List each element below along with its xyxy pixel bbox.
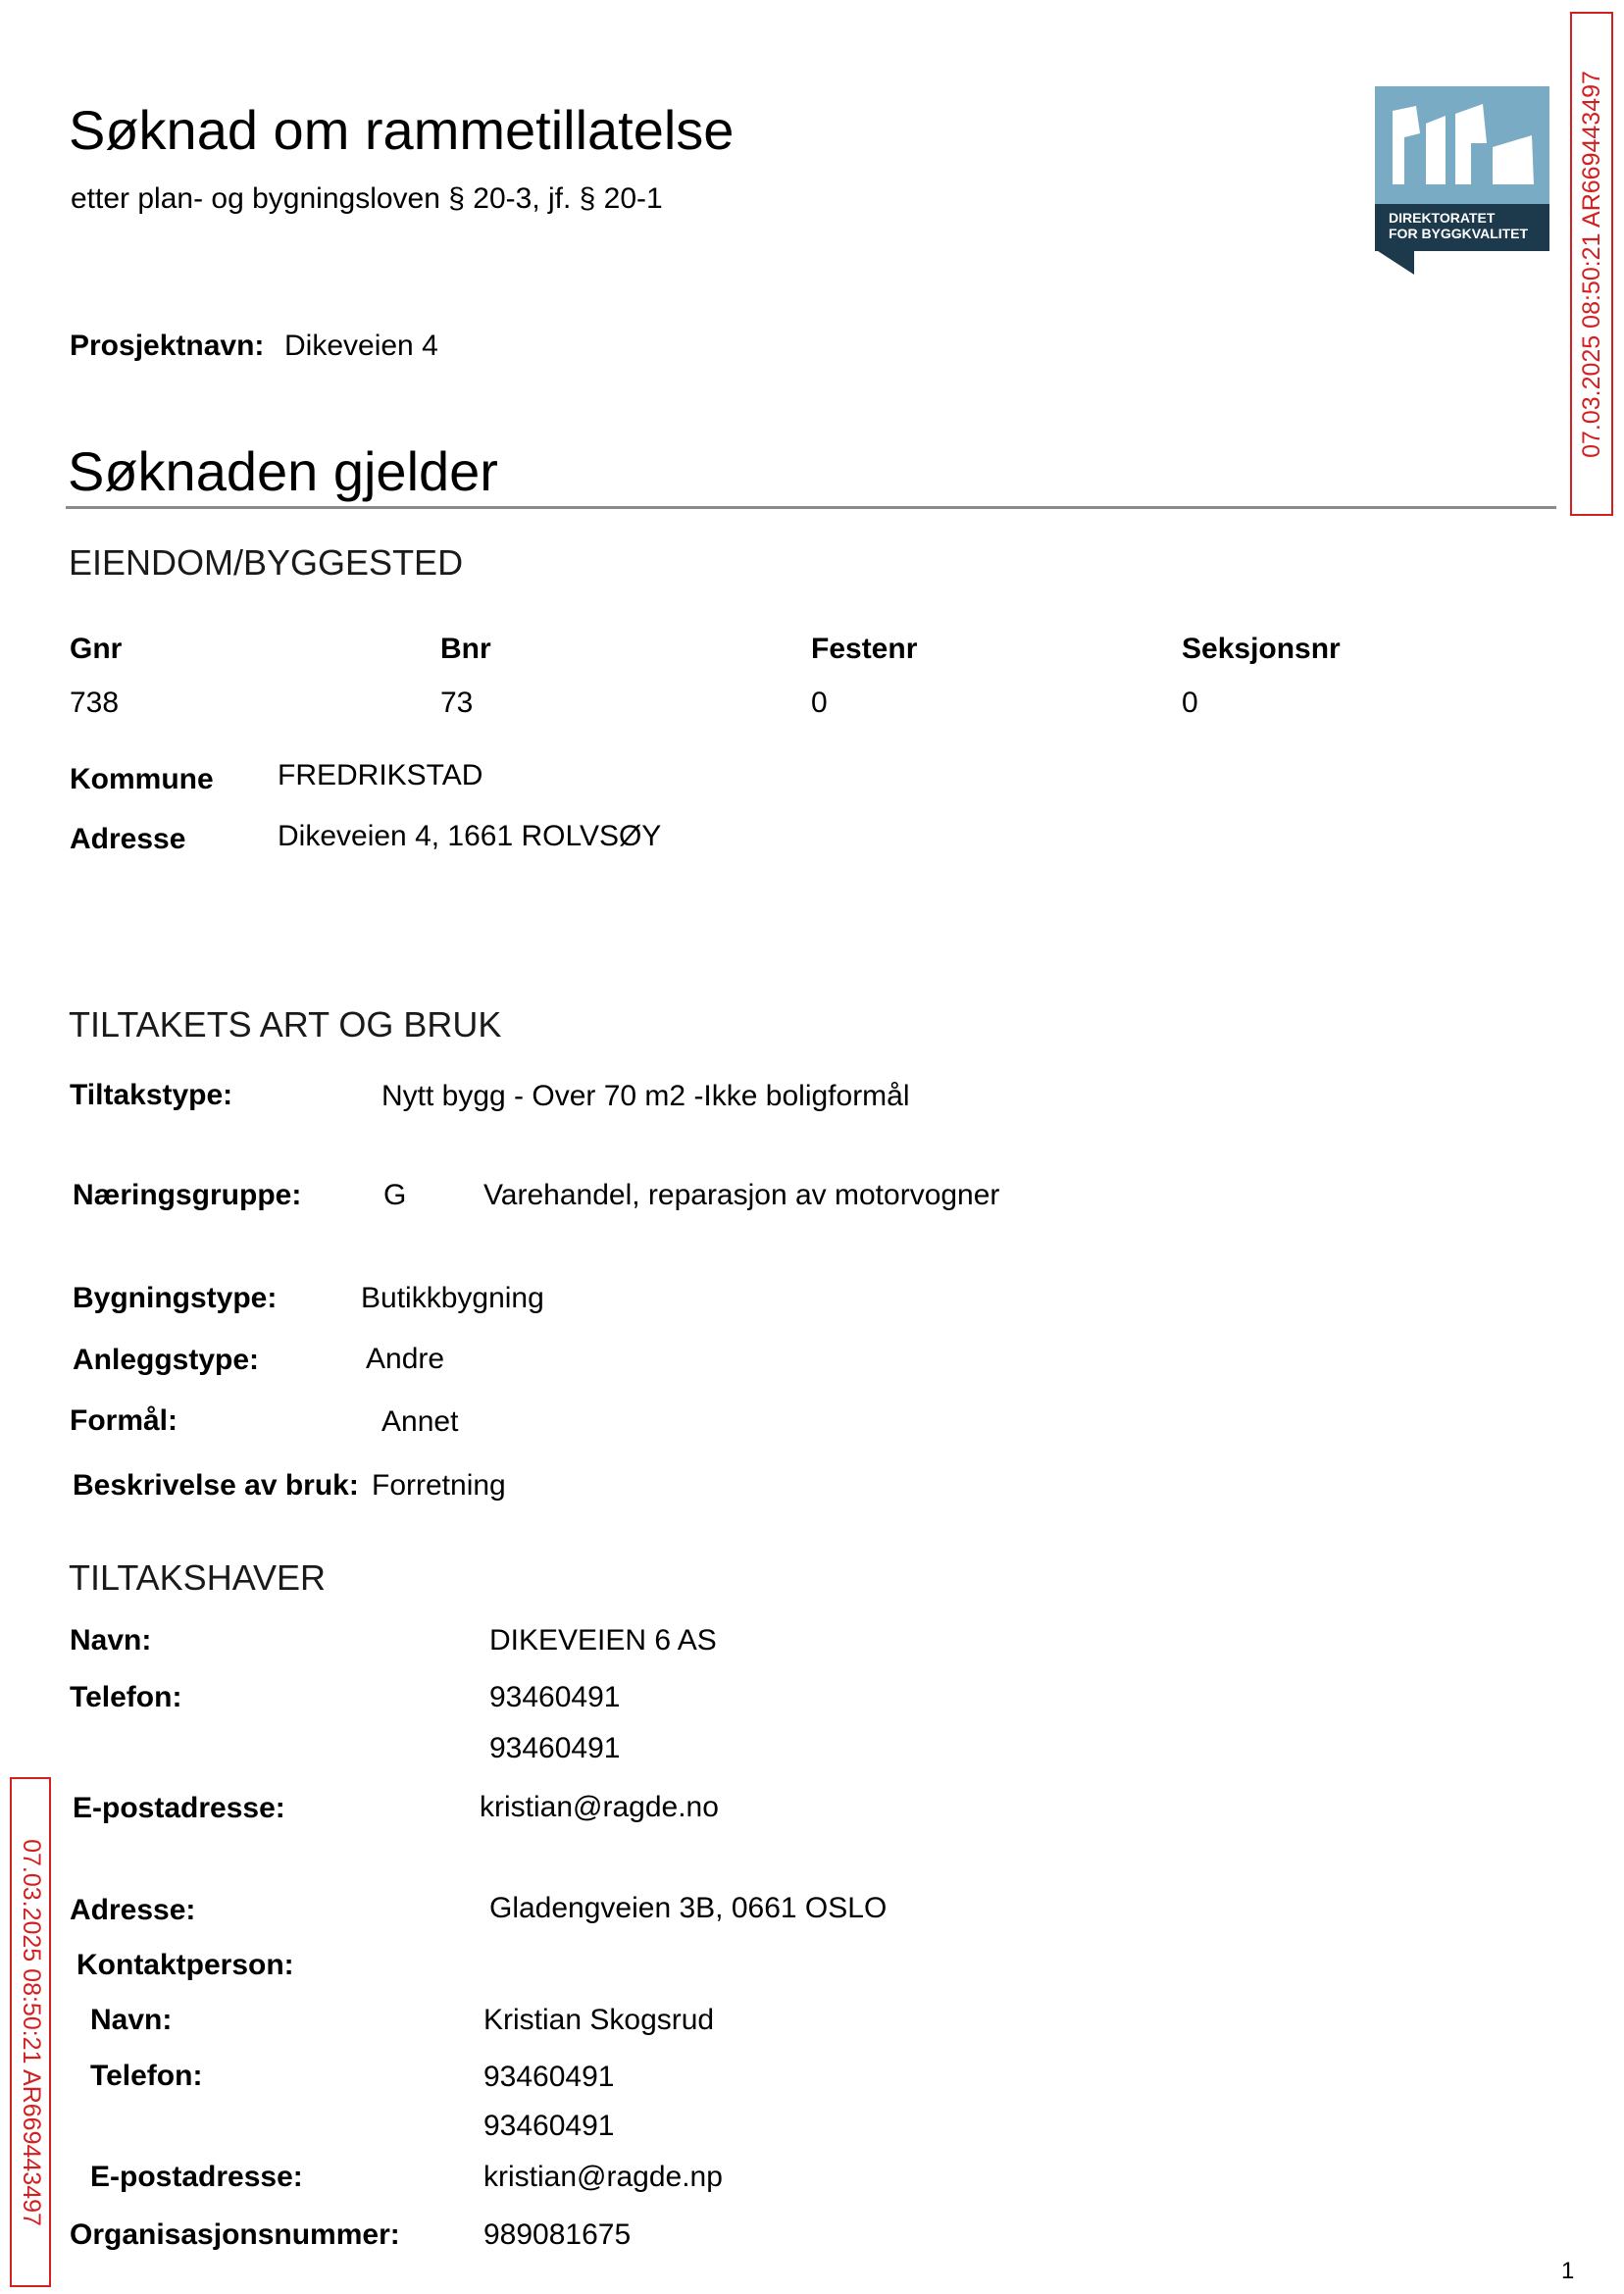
naeringsgruppe-label: Næringsgruppe: — [73, 1179, 302, 1211]
organisasjonsnummer-value: 989081675 — [483, 2218, 632, 2251]
page-number: 1 — [1561, 2258, 1575, 2284]
tiltakstype-label: Tiltakstype: — [70, 1079, 233, 1111]
anleggstype-label: Anleggstype: — [73, 1344, 260, 1376]
bnr-value: 73 — [440, 687, 474, 719]
kommune-value: FREDRIKSTAD — [278, 759, 483, 791]
project-value: Dikeveien 4 — [284, 330, 438, 362]
tiltak-heading: TILTAKETS ART OG BRUK — [69, 1004, 502, 1045]
logo-text-line2: FOR BYGGKVALITET — [1389, 226, 1529, 241]
kontakt-telefon2: 93460491 — [483, 2110, 615, 2142]
document-subtitle: etter plan- og bygningsloven § 20-3, jf. § 20-1 — [71, 182, 663, 215]
tiltakshaver-telefon-label: Telefon: — [70, 1681, 182, 1713]
logo-text-line1: DIREKTORATET — [1389, 210, 1496, 226]
tiltakshaver-telefon2: 93460491 — [489, 1732, 621, 1764]
tiltakshaver-adresse-value: Gladengveien 3B, 0661 OSLO — [489, 1892, 888, 1924]
eiendom-heading: EIENDOM/BYGGESTED — [69, 542, 464, 583]
stamp-text: 07.03.2025 08:50:21 AR669443497 — [17, 1838, 45, 2226]
bnr-header: Bnr — [440, 633, 491, 665]
bygningstype-label: Bygningstype: — [73, 1282, 278, 1314]
naeringsgruppe-value: Varehandel, reparasjon av motorvogner — [483, 1179, 1000, 1211]
document-title: Søknad om rammetillatelse — [69, 99, 735, 161]
naeringsgruppe-code: G — [383, 1179, 407, 1211]
kontakt-navn-value: Kristian Skogsrud — [483, 2004, 715, 2036]
timestamp-stamp-top-right — [1570, 12, 1613, 516]
tiltakshaver-epost-value: kristian@ragde.no — [480, 1791, 719, 1823]
tiltakstype-value: Nytt bygg - Over 70 m2 -Ikke boligformål — [381, 1080, 910, 1112]
beskrivelse-value: Forretning — [372, 1469, 506, 1502]
seksjonsnr-value: 0 — [1182, 687, 1198, 719]
festenr-value: 0 — [811, 687, 828, 719]
gnr-value: 738 — [70, 687, 120, 719]
organisasjonsnummer-label: Organisasjonsnummer: — [70, 2218, 400, 2251]
dibk-logo-graphic — [1375, 86, 1549, 278]
kommune-label: Kommune — [70, 763, 214, 795]
kontakt-navn-label: Navn: — [90, 2004, 173, 2036]
tiltakshaver-telefon1: 93460491 — [489, 1681, 621, 1713]
anleggstype-value: Andre — [366, 1343, 445, 1375]
seksjonsnr-header: Seksjonsnr — [1182, 633, 1341, 665]
tiltakshaver-navn-label: Navn: — [70, 1624, 152, 1657]
formal-value: Annet — [381, 1405, 459, 1438]
kontakt-telefon-label: Telefon: — [90, 2060, 203, 2092]
kontaktperson-label: Kontaktperson: — [76, 1949, 294, 1981]
dibk-logo — [1375, 86, 1549, 278]
kontakt-epost-value: kristian@ragde.np — [483, 2161, 723, 2193]
adresse-label: Adresse — [70, 823, 186, 855]
kontakt-epost-label: E-postadresse: — [90, 2161, 303, 2193]
formal-label: Formål: — [70, 1404, 178, 1437]
adresse-value: Dikeveien 4, 1661 ROLVSØY — [278, 820, 662, 852]
stamp-text: 07.03.2025 08:50:21 AR669443497 — [1577, 70, 1605, 458]
bygningstype-value: Butikkbygning — [361, 1282, 544, 1314]
heading-divider — [66, 506, 1556, 509]
gnr-header: Gnr — [70, 633, 123, 665]
beskrivelse-label: Beskrivelse av bruk: — [73, 1469, 359, 1502]
timestamp-stamp-left — [10, 1777, 51, 2287]
tiltakshaver-epost-label: E-postadresse: — [73, 1792, 285, 1824]
kontakt-telefon1: 93460491 — [483, 2061, 615, 2093]
tiltakshaver-adresse-label: Adresse: — [70, 1894, 196, 1926]
tiltakshaver-heading: TILTAKSHAVER — [69, 1557, 327, 1598]
section-heading: Søknaden gjelder — [68, 440, 498, 502]
project-label: Prosjektnavn: — [70, 330, 265, 362]
tiltakshaver-navn-value: DIKEVEIEN 6 AS — [489, 1624, 717, 1657]
festenr-header: Festenr — [811, 633, 918, 665]
